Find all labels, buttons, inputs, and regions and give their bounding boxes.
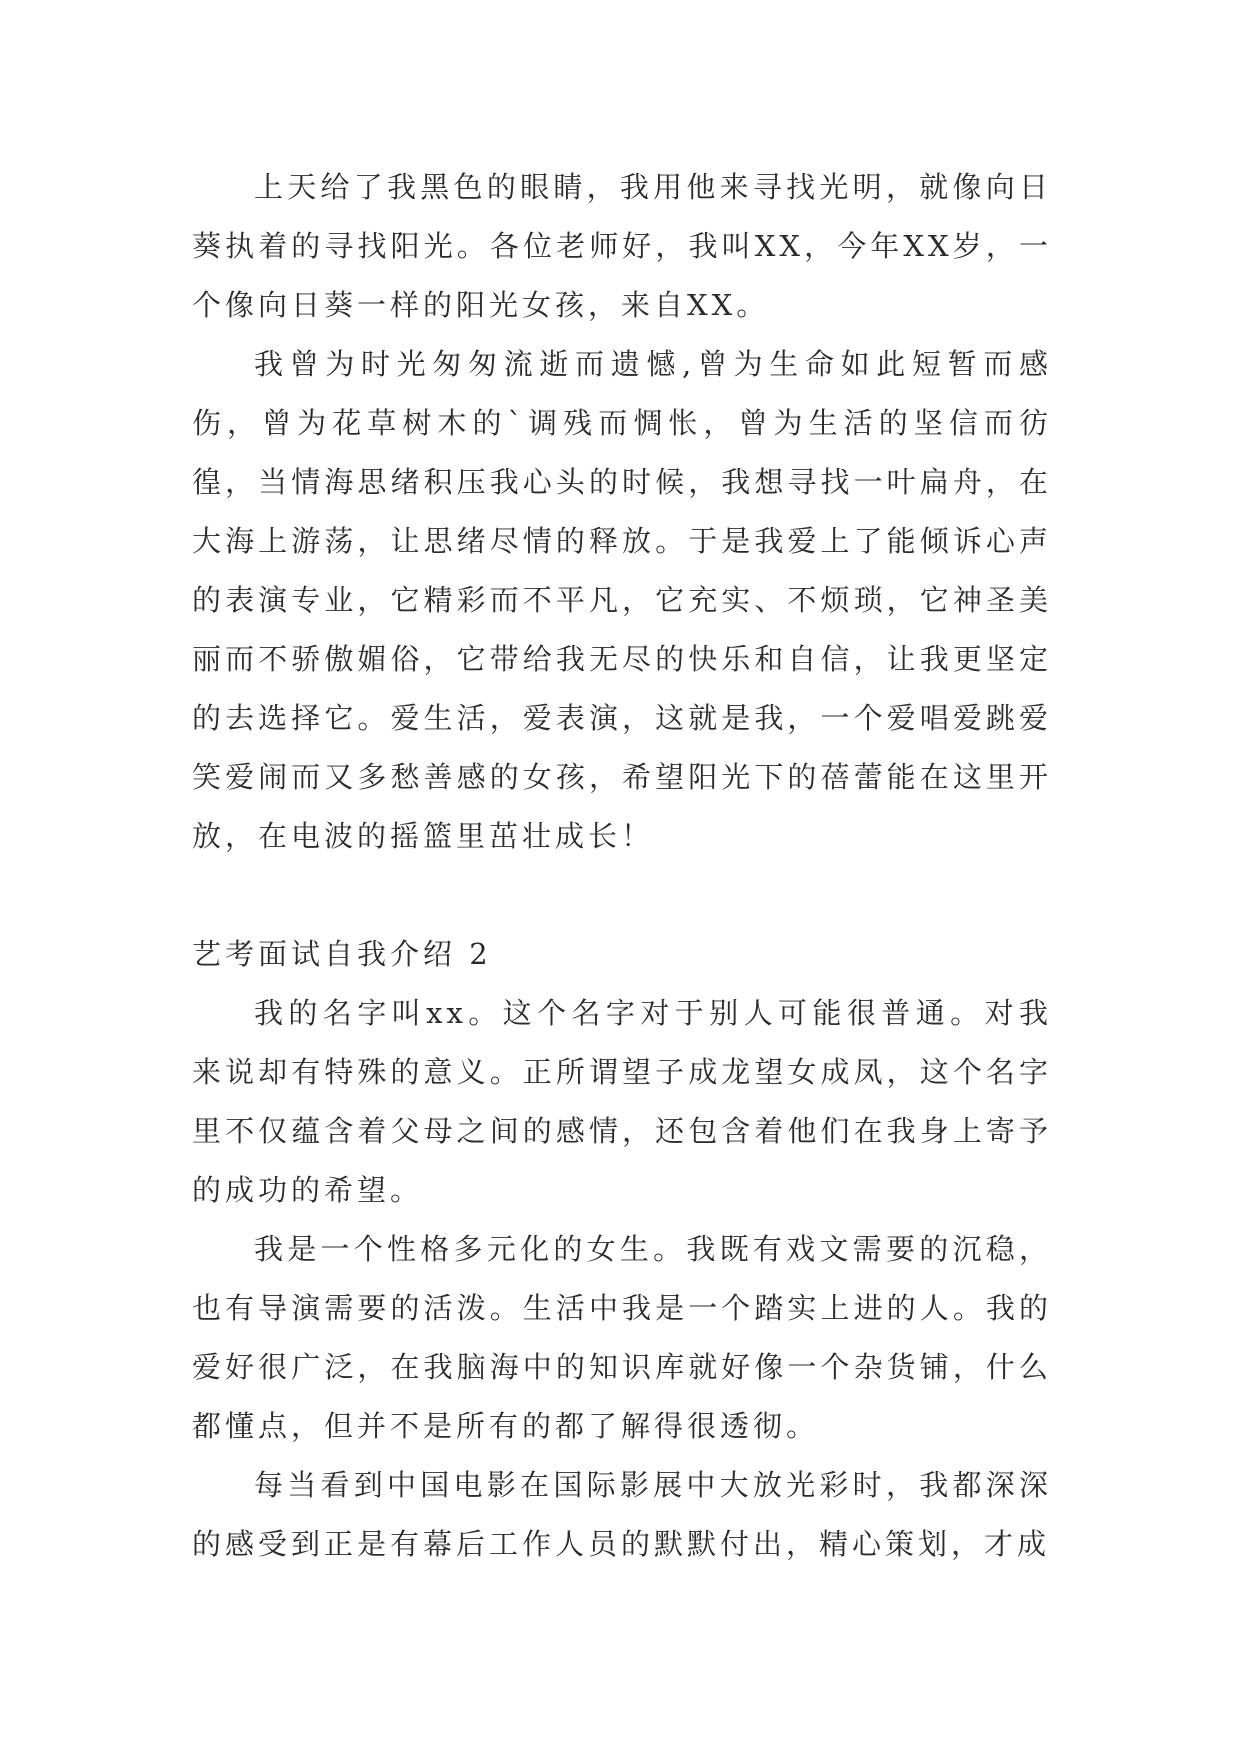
paragraph-personality: 我是一个性格多元化的女生。我既有戏文需要的沉稳，也有导演需要的活泼。生活中我是一个踏实上进的人。我的爱好很广泛，在我脑海中的知识库就好像一个杂货铺，什么都懂点，但并不是所有的都了解得很透彻。: [192, 1232, 1052, 1443]
section-heading: 艺考面试自我介绍 2: [192, 937, 492, 971]
section-spacer: [192, 866, 1052, 925]
document-body: [192, 158, 1052, 1574]
paragraph-chinese-film: 每当看到中国电影在国际影展中大放光彩时，我都深深的感受到正是有幕后工作人员的默默付出，精心策划，才成: [192, 1468, 1052, 1561]
paragraph-name-meaning: 我的名字叫xx。这个名字对于别人可能很普通。对我来说却有特殊的意义。正所谓望子成龙望女成凤，这个名字里不仅蕴含着父母之间的感情，还包含着他们在我身上寄予的成功的希望。: [192, 996, 1052, 1207]
paragraph-intro-sunflower: 上天给了我黑色的眼睛，我用他来寻找光明，就像向日葵执着的寻找阳光。各位老师好，我叫XX，今年XX岁，一个像向日葵一样的阳光女孩，来自XX。: [192, 170, 1052, 322]
paragraph-performance-major: 我曾为时光匆匆流逝而遗憾,曾为生命如此短暂而感伤，曾为花草树木的`调残而惆怅，曾为生活的坚信而彷徨，当情海思绪积压我心头的时候，我想寻找一叶扁舟，在大海上游荡，让思绪尽情的释放。于是我爱上了能倾诉心声的表演专业，它精彩而不平凡，它充实、不烦琐，它神圣美丽而不骄傲媚俗，它带给我无尽的快乐和自信，让我更坚定的去选择它。爱生活，爱表演，这就是我，一个爱唱爱跳爱笑爱闹而又多愁善感的女孩，希望阳光下的蓓蕾能在这里开放，在电波的摇篮里茁壮成长！: [192, 347, 1052, 853]
